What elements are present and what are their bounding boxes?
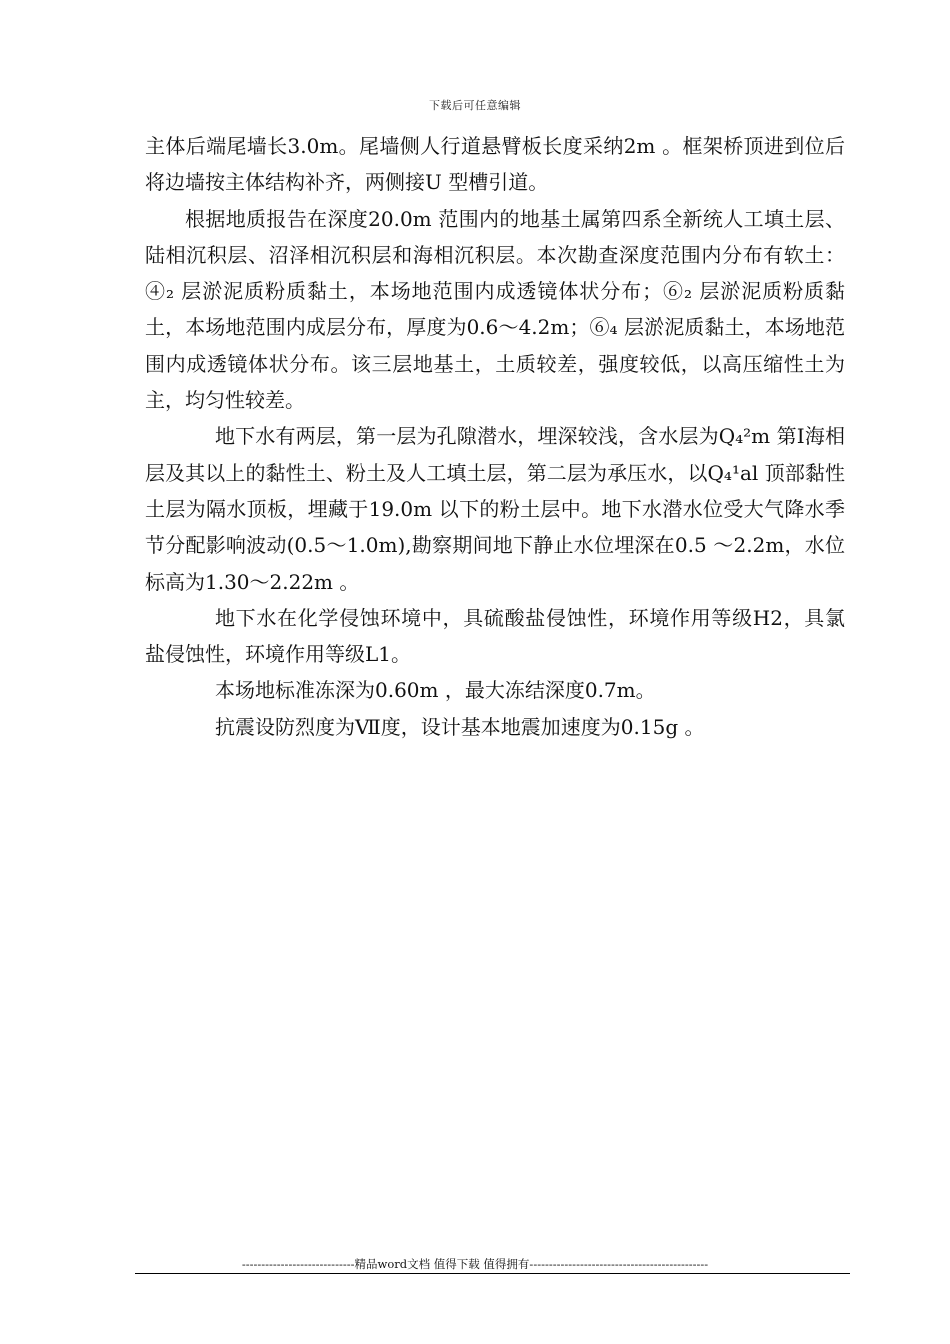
paragraph-geology: 根据地质报告在深度20.0m 范围内的地基土属第四系全新统人工填土层、陆相沉积层、沼泽相沉积层和海相沉积层。本次勘查深度范围内分布有软土：④₂ 层淤泥质粉质黏土，本场地范围内成透镜体状分布；⑥₂ 层淤泥质粉质黏土，本场地范围内成层分布，厚度为0.6～4.2m；⑥₄ 层淤泥质黏土，本场地范围内成透镜体状分布。该三层地基土，土质较差，强度较低，以高压缩性土为主，均匀性较差。	[145, 206, 845, 413]
page-header: 下载后可任意编辑	[429, 99, 521, 112]
paragraph-groundwater: 地下水有两层，第一层为孔隙潜水，埋深较浅，含水层为Q₄²m 第Ⅰ海相层及其以上的黏性土、粉土及人工填土层，第二层为承压水，以Q₄¹al 顶部黏性土层为隔水顶板，埋藏于19.0m 以下的粉土层中。地下水潜水位受大气降水季节分配影响波动(0.5～1.0m),勘察期间地下静止水位埋深在0.5 ～2.2m，水位标高为1.30～2.22m 。	[145, 424, 845, 594]
paragraph-frost-depth: 本场地标准冻深为0.60m ，最大冻结深度0.7m。	[215, 678, 656, 703]
paragraph-seismic: 抗震设防烈度为Ⅶ度，设计基本地震加速度为0.15g 。	[215, 714, 705, 739]
page-footer: -----------------------------精品word文档 值得下载 值得拥有----------------------------------------------	[241, 1257, 709, 1271]
paragraph-chemical-erosion: 地下水在化学侵蚀环境中，具硫酸盐侵蚀性，环境作用等级H2，具氯盐侵蚀性，环境作用等级L1。	[145, 605, 845, 667]
paragraph-frame-bridge: 主体后端尾墙长3.0m。尾墙侧人行道悬臂板长度采纳2m 。框架桥顶进到位后将边墙按主体结构补齐，两侧接U 型槽引道。	[145, 134, 845, 195]
document-body	[145, 128, 845, 745]
footer-divider	[135, 1273, 850, 1274]
